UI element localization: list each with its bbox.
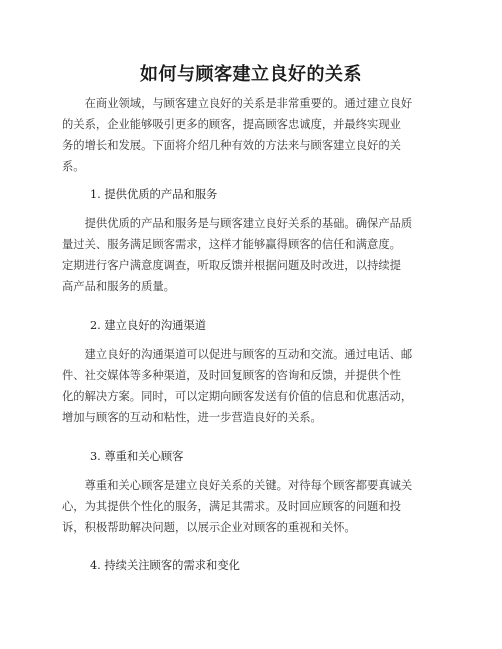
document-title: 如何与顾客建立良好的关系 bbox=[140, 64, 362, 85]
paragraph-line: 增加与顾客的互动和粘性，进一步营造良好的关系。 bbox=[62, 411, 322, 424]
section-heading-4: 4. 持续关注顾客的需求和变化 bbox=[90, 559, 240, 572]
paragraph-line: 务的增长和发展。下面将介绍几种有效的方法来与顾客建立良好的关 bbox=[62, 139, 401, 152]
paragraph-line: 尊重和关心顾客是建立良好关系的关键。对待每个顾客都要真诚关 bbox=[62, 479, 413, 492]
paragraph-line: 定期进行客户满意度调查，听取反馈并根据问题及时改进，以持续提 bbox=[62, 259, 401, 272]
paragraph-line: 提供优质的产品和服务是与顾客建立良好关系的基础。确保产品质 bbox=[62, 217, 413, 230]
section-heading-2: 2. 建立良好的沟通渠道 bbox=[90, 319, 207, 332]
paragraph-line: 的关系，企业能够吸引更多的顾客，提高顾客忠诚度，并最终实现业 bbox=[62, 118, 401, 131]
section-paragraph-1 bbox=[62, 213, 442, 297]
section-paragraph-2 bbox=[62, 344, 442, 428]
paragraph-line: 件、社交媒体等多种渠道，及时回复顾客的咨询和反馈，并提供个性 bbox=[62, 369, 401, 382]
section-heading-1: 1. 提供优质的产品和服务 bbox=[90, 188, 218, 201]
paragraph-line: 心，为其提供个性化的服务，满足其需求。及时回应顾客的问题和投 bbox=[62, 500, 401, 513]
section-heading-3: 3. 尊重和关心顾客 bbox=[90, 450, 184, 463]
section-paragraph-3 bbox=[62, 475, 442, 538]
intro-paragraph bbox=[62, 93, 442, 177]
paragraph-line: 系。 bbox=[62, 160, 85, 173]
paragraph-line: 化的解决方案。同时，可以定期向顾客发送有价值的信息和优惠活动， bbox=[62, 390, 413, 403]
paragraph-line: 高产品和服务的质量。 bbox=[62, 280, 175, 293]
paragraph-line: 在商业领域，与顾客建立良好的关系是非常重要的。通过建立良好 bbox=[62, 97, 413, 110]
paragraph-line: 量过关、服务满足顾客需求，这样才能够赢得顾客的信任和满意度。 bbox=[62, 238, 401, 251]
paragraph-line: 建立良好的沟通渠道可以促进与顾客的互动和交流。通过电话、邮 bbox=[62, 348, 413, 361]
paragraph-line: 诉，积极帮助解决问题，以展示企业对顾客的重视和关怀。 bbox=[62, 521, 356, 534]
